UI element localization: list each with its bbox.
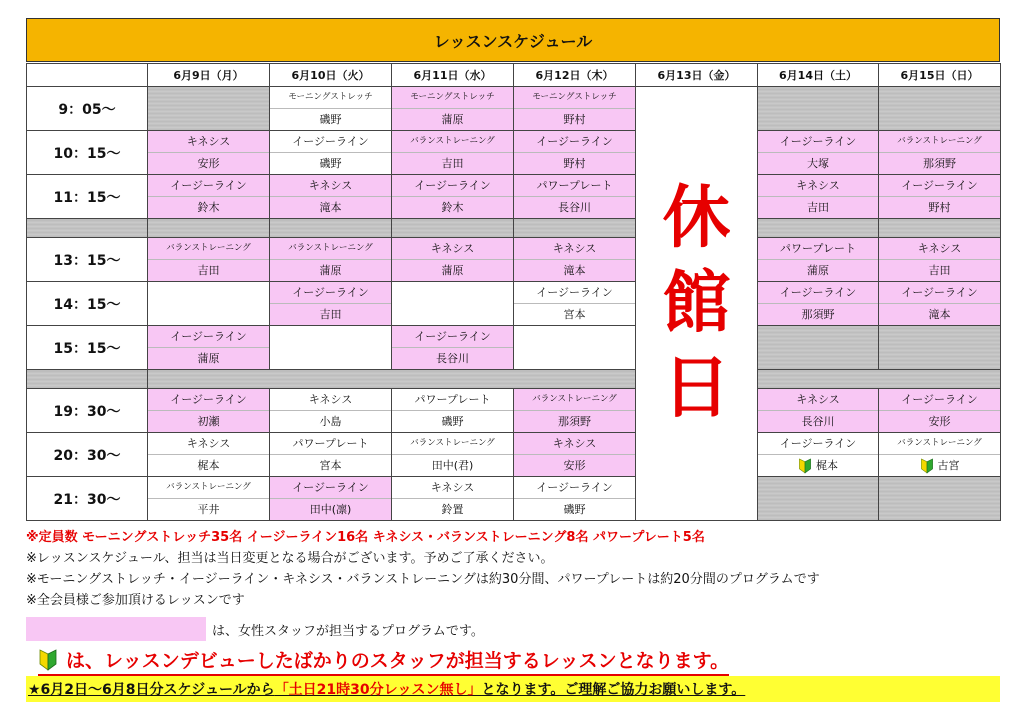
time-label: 11：15～ — [27, 175, 148, 219]
instructor — [514, 153, 635, 174]
day-header: 6月14日（土） — [758, 64, 879, 87]
schedule-title: レッスンスケジュール — [26, 18, 1000, 62]
time-slot-row — [27, 477, 1001, 521]
closed-char: 館 — [662, 264, 731, 343]
instructor — [514, 109, 635, 130]
closed-char: 日 — [662, 349, 731, 428]
instructor-name: 吉田 — [197, 264, 220, 277]
instructor-name: 鈴木 — [197, 201, 220, 214]
footer-suffix: となります。ご理解ご協力お願いします。 — [481, 682, 746, 698]
lesson-cell — [514, 175, 636, 219]
lesson-cell — [879, 282, 1001, 326]
instructor — [758, 304, 878, 325]
instructor — [148, 411, 269, 432]
lesson-cell — [514, 389, 636, 433]
lesson-cell — [270, 238, 392, 282]
time-slot-row — [27, 326, 1001, 370]
day-header: 6月11日（水） — [392, 64, 514, 87]
instructor-name: 野村 — [928, 201, 951, 214]
lesson-name: イージーライン — [514, 282, 635, 304]
instructor — [270, 455, 391, 476]
lesson-cell — [879, 175, 1001, 219]
lesson-name: イージーライン — [514, 477, 635, 499]
lesson-name: バランストレーニング — [392, 131, 513, 153]
time-slot-row — [27, 238, 1001, 282]
instructor — [392, 411, 513, 432]
lesson-cell — [758, 175, 879, 219]
empty-cell — [879, 477, 1001, 521]
lesson-cell — [758, 282, 879, 326]
instructor-name: 鈴木 — [441, 201, 464, 214]
instructor — [514, 197, 635, 218]
lesson-name: モーニングストレッチ — [392, 87, 513, 109]
duration-note: ※モーニングストレッチ・イージーライン・キネシス・バランストレーニングは約30分間、パワープレートは約20分間のプログラムです — [26, 572, 820, 587]
instructor — [514, 499, 635, 520]
lesson-name: キネシス — [148, 131, 269, 153]
instructor-name: 滝本 — [563, 264, 586, 277]
lesson-name: キネシス — [148, 433, 269, 455]
lesson-name: イージーライン — [148, 175, 269, 197]
lesson-cell — [758, 238, 879, 282]
lesson-name: イージーライン — [270, 131, 391, 153]
instructor-name: 蒲原 — [197, 352, 220, 365]
instructor-name: 古宮 — [937, 459, 960, 472]
instructor-name: 長谷川 — [558, 201, 591, 214]
instructor-name: 安形 — [928, 415, 951, 428]
instructor — [148, 260, 269, 281]
instructor — [270, 304, 391, 325]
lesson-name: イージーライン — [879, 175, 1000, 197]
instructor-name: 野村 — [563, 157, 586, 170]
footer-notice-text — [26, 679, 745, 699]
instructor — [270, 411, 391, 432]
empty-cell — [879, 87, 1001, 131]
lesson-cell — [270, 175, 392, 219]
pink-swatch — [26, 617, 206, 641]
time-label: 19：30～ — [27, 389, 148, 433]
lesson-cell — [392, 326, 514, 370]
closed-day-cell — [636, 87, 758, 521]
lesson-cell — [514, 433, 636, 477]
break-cell — [392, 219, 514, 238]
time-label: 13：15～ — [27, 238, 148, 282]
instructor-name: 安形 — [197, 157, 220, 170]
instructor — [270, 109, 391, 130]
lesson-cell — [392, 477, 514, 521]
lesson-name: キネシス — [514, 238, 635, 260]
lesson-cell — [392, 175, 514, 219]
lesson-name: イージーライン — [148, 326, 269, 348]
lesson-cell — [392, 433, 514, 477]
empty-cell — [758, 326, 879, 370]
instructor — [270, 197, 391, 218]
instructor — [392, 499, 513, 520]
empty-cell — [148, 87, 270, 131]
lesson-name: キネシス — [270, 389, 391, 411]
lesson-name: イージーライン — [758, 131, 878, 153]
instructor-name: 磯野 — [319, 113, 342, 126]
lesson-cell — [270, 477, 392, 521]
instructor — [270, 153, 391, 174]
instructor-name: 滝本 — [319, 201, 342, 214]
instructor — [392, 109, 513, 130]
lesson-cell — [514, 238, 636, 282]
instructor-name: 平井 — [197, 503, 220, 516]
time-label: 21：30～ — [27, 477, 148, 521]
instructor — [758, 153, 878, 174]
day-header-row — [27, 64, 1001, 87]
corner-cell — [27, 64, 148, 87]
empty-cell — [758, 87, 879, 131]
instructor-name: 磯野 — [563, 503, 586, 516]
day-header: 6月13日（金） — [636, 64, 758, 87]
day-header: 6月9日（月） — [148, 64, 270, 87]
lesson-cell — [270, 389, 392, 433]
lesson-cell — [514, 477, 636, 521]
day-header: 6月10日（火） — [270, 64, 392, 87]
break-cell — [148, 219, 270, 238]
time-label: 14：15～ — [27, 282, 148, 326]
all-members-note: ※全会員様ご参加頂けるレッスンです — [26, 593, 245, 608]
lesson-cell — [392, 87, 514, 131]
lesson-name: バランストレーニング — [879, 131, 1000, 153]
instructor-name: 大塚 — [807, 157, 829, 170]
lesson-cell — [148, 326, 270, 370]
lesson-cell — [514, 131, 636, 175]
instructor-name: 吉田 — [807, 201, 829, 214]
lesson-cell — [879, 238, 1001, 282]
lesson-name: キネシス — [270, 175, 391, 197]
time-label: 15：15～ — [27, 326, 148, 370]
instructor-name: 吉田 — [441, 157, 464, 170]
instructor-name: 長谷川 — [801, 415, 835, 428]
instructor — [514, 304, 635, 325]
time-slot-row — [27, 175, 1001, 219]
lesson-cell — [879, 389, 1001, 433]
instructor — [392, 348, 513, 369]
time-label: 20：30～ — [27, 433, 148, 477]
lesson-name: パワープレート — [758, 238, 878, 260]
lesson-cell — [392, 238, 514, 282]
instructor-name: 磯野 — [319, 157, 342, 170]
instructor-name: 初瀬 — [197, 415, 220, 428]
instructor — [148, 348, 269, 369]
instructor-name: 那須野 — [801, 308, 835, 321]
break-cell — [879, 219, 1001, 238]
lesson-cell — [879, 131, 1001, 175]
break-cell — [758, 370, 1001, 389]
break-cell — [514, 219, 636, 238]
lesson-cell — [392, 389, 514, 433]
empty-cell — [514, 326, 636, 370]
break-cell — [27, 370, 148, 389]
lesson-name: パワープレート — [270, 433, 391, 455]
lesson-name: キネシス — [758, 389, 878, 411]
instructor — [758, 411, 878, 432]
closed-char: 休 — [662, 179, 731, 258]
capacity-note: ※定員数 モーニングストレッチ35名 イージーライン16名 キネシス・バランストレーニング8名 パワープレート5名 — [26, 530, 705, 545]
lesson-cell — [514, 282, 636, 326]
time-slot-row — [27, 389, 1001, 433]
instructor — [148, 499, 269, 520]
time-slot-row — [27, 87, 1001, 131]
instructor — [758, 455, 878, 476]
day-header: 6月12日（木） — [514, 64, 636, 87]
lesson-name: イージーライン — [514, 131, 635, 153]
instructor-name: 田中(凛) — [309, 503, 352, 516]
instructor-name: 吉田 — [319, 308, 342, 321]
lesson-name: バランストレーニング — [148, 477, 269, 499]
debut-legend — [38, 646, 729, 676]
instructor — [514, 260, 635, 281]
lesson-cell — [148, 389, 270, 433]
lesson-name: イージーライン — [392, 326, 513, 348]
instructor-name: 宮本 — [319, 459, 342, 472]
instructor-name: 蒲原 — [441, 264, 464, 277]
empty-cell — [879, 326, 1001, 370]
instructor — [148, 455, 269, 476]
lesson-name: バランストレーニング — [148, 238, 269, 260]
lesson-cell — [148, 238, 270, 282]
break-cell — [148, 370, 636, 389]
instructor-name: 梶本 — [197, 459, 220, 472]
lesson-cell — [148, 433, 270, 477]
instructor — [879, 260, 1000, 281]
instructor-name: 宮本 — [563, 308, 586, 321]
instructor-name: 野村 — [563, 113, 586, 126]
instructor-name: 田中(君) — [431, 459, 474, 472]
lesson-name: イージーライン — [148, 389, 269, 411]
break-row — [27, 219, 1001, 238]
instructor — [392, 197, 513, 218]
instructor-name: 蒲原 — [441, 113, 464, 126]
instructor-name: 長谷川 — [436, 352, 469, 365]
instructor — [392, 260, 513, 281]
lesson-name: イージーライン — [879, 282, 1000, 304]
lesson-name: イージーライン — [270, 282, 391, 304]
lesson-cell — [879, 433, 1001, 477]
instructor — [879, 153, 1000, 174]
time-label: 9：05～ — [27, 87, 148, 131]
lesson-name: モーニングストレッチ — [270, 87, 391, 109]
lesson-cell — [758, 131, 879, 175]
lesson-name: キネシス — [392, 238, 513, 260]
footer-notice — [26, 676, 1000, 702]
lesson-name: キネシス — [758, 175, 878, 197]
time-slot-row — [27, 433, 1001, 477]
lesson-name: パワープレート — [392, 389, 513, 411]
break-cell — [270, 219, 392, 238]
instructor — [270, 499, 391, 520]
female-staff-legend — [26, 617, 484, 641]
instructor — [514, 411, 635, 432]
lesson-name: バランストレーニング — [514, 389, 635, 411]
empty-cell — [148, 282, 270, 326]
instructor-name: 吉田 — [928, 264, 951, 277]
lesson-cell — [758, 389, 879, 433]
instructor-name: 小島 — [319, 415, 342, 428]
instructor — [758, 197, 878, 218]
instructor-name: 那須野 — [558, 415, 591, 428]
footer-prefix: ★6月2日～6月8日分スケジュールから — [28, 682, 275, 698]
footer-highlight: 「土日21時30分レッスン無し」 — [274, 682, 482, 698]
lesson-cell — [270, 131, 392, 175]
instructor-name: 磯野 — [441, 415, 464, 428]
lesson-name: キネシス — [879, 238, 1000, 260]
lesson-name: バランストレーニング — [879, 433, 1000, 455]
empty-cell — [392, 282, 514, 326]
time-label: 10：15～ — [27, 131, 148, 175]
instructor-name: 蒲原 — [319, 264, 342, 277]
notes — [26, 528, 1016, 611]
instructor — [392, 455, 513, 476]
lesson-cell — [270, 433, 392, 477]
empty-cell — [270, 326, 392, 370]
instructor-name: 安形 — [563, 459, 586, 472]
wakaba-leaf-icon — [38, 648, 58, 672]
lesson-name: モーニングストレッチ — [514, 87, 635, 109]
lesson-name: バランストレーニング — [270, 238, 391, 260]
instructor — [758, 260, 878, 281]
instructor — [148, 153, 269, 174]
lesson-name: バランストレーニング — [392, 433, 513, 455]
wakaba-leaf-icon — [798, 457, 812, 475]
instructor — [514, 455, 635, 476]
lesson-cell — [392, 131, 514, 175]
time-slot-row — [27, 131, 1001, 175]
wakaba-leaf-icon — [920, 457, 934, 475]
debut-legend-text: は、レッスンデビューしたばかりのスタッフが担当するレッスンとなります。 — [66, 650, 730, 672]
lesson-cell — [148, 175, 270, 219]
lesson-cell — [270, 87, 392, 131]
instructor-name: 蒲原 — [807, 264, 829, 277]
change-note: ※レッスンスケジュール、担当は当日変更となる場合がございます。予めご了承ください。 — [26, 551, 554, 566]
lesson-cell — [148, 477, 270, 521]
instructor — [879, 411, 1000, 432]
break-row — [27, 370, 1001, 389]
lesson-name: パワープレート — [514, 175, 635, 197]
break-cell — [758, 219, 879, 238]
instructor — [879, 304, 1000, 325]
instructor-name: 滝本 — [928, 308, 951, 321]
day-header: 6月15日（日） — [879, 64, 1001, 87]
lesson-name: イージーライン — [758, 282, 878, 304]
time-slot-row — [27, 282, 1001, 326]
lesson-cell — [270, 282, 392, 326]
lesson-cell — [758, 433, 879, 477]
instructor — [879, 197, 1000, 218]
schedule-table — [26, 63, 1001, 521]
lesson-name: イージーライン — [758, 433, 878, 455]
instructor — [392, 153, 513, 174]
lesson-name: イージーライン — [879, 389, 1000, 411]
instructor-name: 那須野 — [923, 157, 956, 170]
instructor-name: 鈴置 — [441, 503, 464, 516]
instructor — [879, 455, 1000, 476]
lesson-name: キネシス — [514, 433, 635, 455]
lesson-cell — [148, 131, 270, 175]
lesson-name: イージーライン — [392, 175, 513, 197]
closed-day-label — [636, 176, 757, 431]
lesson-name: イージーライン — [270, 477, 391, 499]
instructor — [270, 260, 391, 281]
empty-cell — [758, 477, 879, 521]
female-legend-text: は、女性スタッフが担当するプログラムです。 — [212, 623, 484, 639]
break-cell — [27, 219, 148, 238]
lesson-cell — [514, 87, 636, 131]
instructor — [148, 197, 269, 218]
instructor-name: 梶本 — [816, 459, 838, 472]
lesson-name: キネシス — [392, 477, 513, 499]
